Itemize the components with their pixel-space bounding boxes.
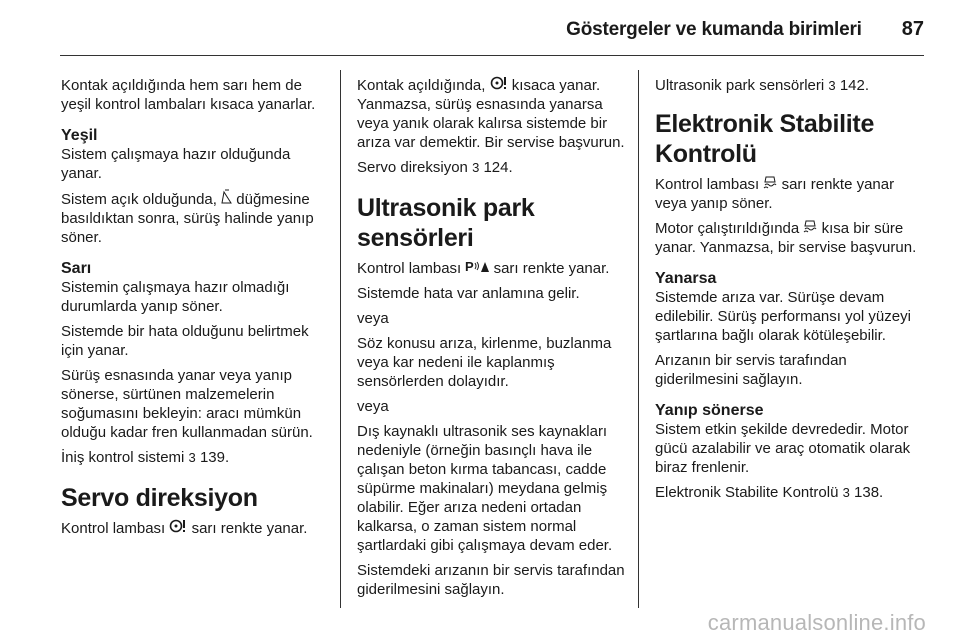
paragraph: Arızanın bir servis tarafından giderilmesini sağlayın. <box>655 352 847 388</box>
paragraph: Kontrol lambası P sarı renkte yanar. <box>357 259 610 277</box>
heading-yanarsa: Yanarsa <box>655 270 717 287</box>
paragraph: veya <box>357 310 389 327</box>
paragraph: veya <box>357 398 389 415</box>
paragraph: Sistemdeki arızanın bir servis tarafından giderilmesini sağlayın. <box>357 562 625 598</box>
column-2 <box>357 76 629 605</box>
watermark: carmanualsonline.info <box>707 610 926 635</box>
column-1 <box>61 76 329 544</box>
paragraph: Kontrol lambası sarı renkte yanar. <box>61 520 308 537</box>
paragraph: Sistem çalışmaya hazır olduğunda yanar. <box>61 146 291 182</box>
paragraph: Sistemde bir hata olduğunu belirtmek için yanar. <box>61 323 309 359</box>
svg-text:P: P <box>465 259 475 273</box>
header-rule <box>60 55 924 56</box>
heading-servo: Servo direksiyon <box>61 484 258 512</box>
paragraph: Motor çalıştırıldığında kısa bir süre yanar. Yanmazsa, bir servise başvurun. <box>655 220 917 256</box>
page-number: 87 <box>901 18 924 40</box>
paragraph: Sistemde hata var anlamına gelir. <box>357 285 580 302</box>
column-3 <box>655 76 927 508</box>
paragraph: Sistemin çalışmaya hazır olmadığı durumlarda yanıp söner. <box>61 279 290 315</box>
page-ref-icon: 3 <box>188 450 196 465</box>
power-steering-warning-icon <box>169 521 187 536</box>
paragraph: Sistemde arıza var. Sürüşe devam edilebilir. Sürüş performansı yol yüzeyi şartlarına bağlı olarak kötüleşebilir. <box>655 289 911 344</box>
paragraph: Sürüş esnasında yanar veya yanıp sönerse, sürtünen malzemelerin soğumasını bekleyin: aracı mümkün olduğu kadar fren kullanmadan sürün. <box>61 367 313 441</box>
paragraph: Kontrol lambası sarı renkte yanar veya yanıp söner. <box>655 176 895 212</box>
descent-control-icon <box>221 192 232 207</box>
esp-icon <box>803 221 817 236</box>
page-header <box>566 18 924 41</box>
heading-yesil: Yeşil <box>61 127 98 144</box>
paragraph: İniş kontrol sistemi 3 139. <box>61 449 230 466</box>
heading-ultrasonik: Ultrasonik park sensörleri <box>357 194 535 252</box>
paragraph: Söz konusu arıza, kirlenme, buzlanma veya kar nedeni ile kaplanmış sensörlerden dolayıdır. <box>357 335 612 390</box>
page-ref-icon: 3 <box>828 78 836 93</box>
paragraph: Servo direksiyon 3 124. <box>357 159 513 176</box>
paragraph: Kontak açıldığında hem sarı hem de yeşil kontrol lambaları kısaca yanarlar. <box>61 77 316 113</box>
paragraph: Dış kaynaklı ultrasonik ses kaynakları nedeniyle (örneğin basınçlı hava ile çalışan beton kırma tabancası, cadde süpürme makinaları) meydana gelmiş olabilir. Eğer arıza nedeni ortadan kalkarsa, o zaman sistem normal şartlardaki gibi çalışmaya devam eder. <box>357 423 613 554</box>
park-assist-icon <box>465 261 489 276</box>
column-divider-1 <box>340 70 341 608</box>
esp-icon <box>763 177 777 192</box>
page-ref-icon: 3 <box>842 485 850 500</box>
paragraph: Ultrasonik park sensörleri 3 142. <box>655 77 870 94</box>
paragraph: Elektronik Stabilite Kontrolü 3 138. <box>655 484 884 501</box>
heading-yanip-sonerse: Yanıp sönerse <box>655 402 764 419</box>
paragraph: Kontak açıldığında, kısaca yanar. Yanmazsa, sürüş esnasında yanarsa veya yanık olarak kalırsa sistemde bir arıza var demektir. Bir servise başvurun. <box>357 77 625 151</box>
header-title: Göstergeler ve kumanda birimleri <box>566 19 862 40</box>
paragraph: Sistem etkin şekilde devrededir. Motor gücü azalabilir ve araç otomatik olarak biraz frenlenir. <box>655 421 911 476</box>
power-steering-warning-icon <box>490 78 508 93</box>
heading-esp: Elektronik Stabilite Kontrolü <box>655 110 875 168</box>
paragraph: Sistem açık olduğunda, düğmesine basıldıktan sonra, sürüş halinde yanıp söner. <box>61 191 314 246</box>
column-divider-2 <box>638 70 639 608</box>
heading-sari: Sarı <box>61 260 92 277</box>
page-ref-icon: 3 <box>472 160 480 175</box>
